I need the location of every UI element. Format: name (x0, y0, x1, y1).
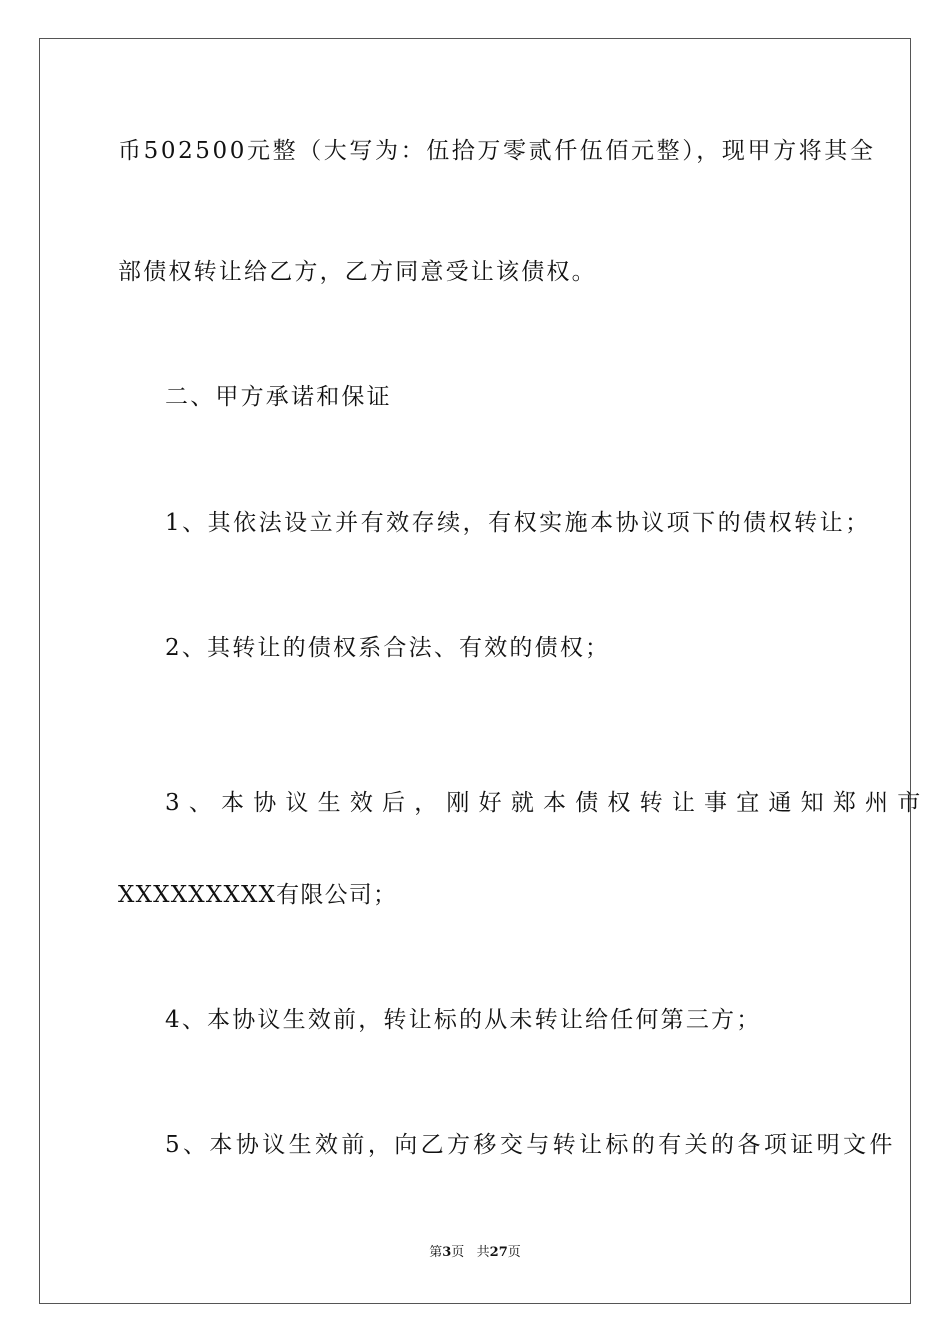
body-text-line: 部债权转让给乙方，乙方同意受让该债权。 (118, 259, 597, 285)
footer-page-mid: 页 共 (451, 1245, 490, 1260)
clause-item-3: 3、本协议生效后，刚好就本债权转让事宜通知郑州市 (165, 790, 930, 816)
section-heading: 二、甲方承诺和保证 (165, 384, 392, 410)
clause-item-2: 2、其转让的债权系合法、有效的债权； (165, 635, 611, 661)
footer-page-prefix: 第 (429, 1245, 443, 1260)
clause-item-5: 5、本协议生效前，向乙方移交与转让标的有关的各项证明文件 (165, 1132, 896, 1158)
current-page-number: 3 (442, 1245, 452, 1260)
clause-item-4: 4、本协议生效前，转让标的从未转让给任何第三方； (165, 1007, 762, 1033)
total-pages-number: 27 (489, 1245, 508, 1260)
clause-item-1: 1、其依法设立并有效存续，有权实施本协议项下的债权转让； (165, 510, 871, 536)
page-footer (0, 1245, 950, 1261)
clause-item-3-continued: XXXXXXXXX有限公司； (118, 882, 398, 908)
footer-page-suffix: 页 (507, 1245, 521, 1260)
page-border (39, 38, 911, 1304)
body-text-line: 币502500元整（大写为：伍拾万零贰仟伍佰元整），现甲方将其全 (118, 138, 876, 164)
